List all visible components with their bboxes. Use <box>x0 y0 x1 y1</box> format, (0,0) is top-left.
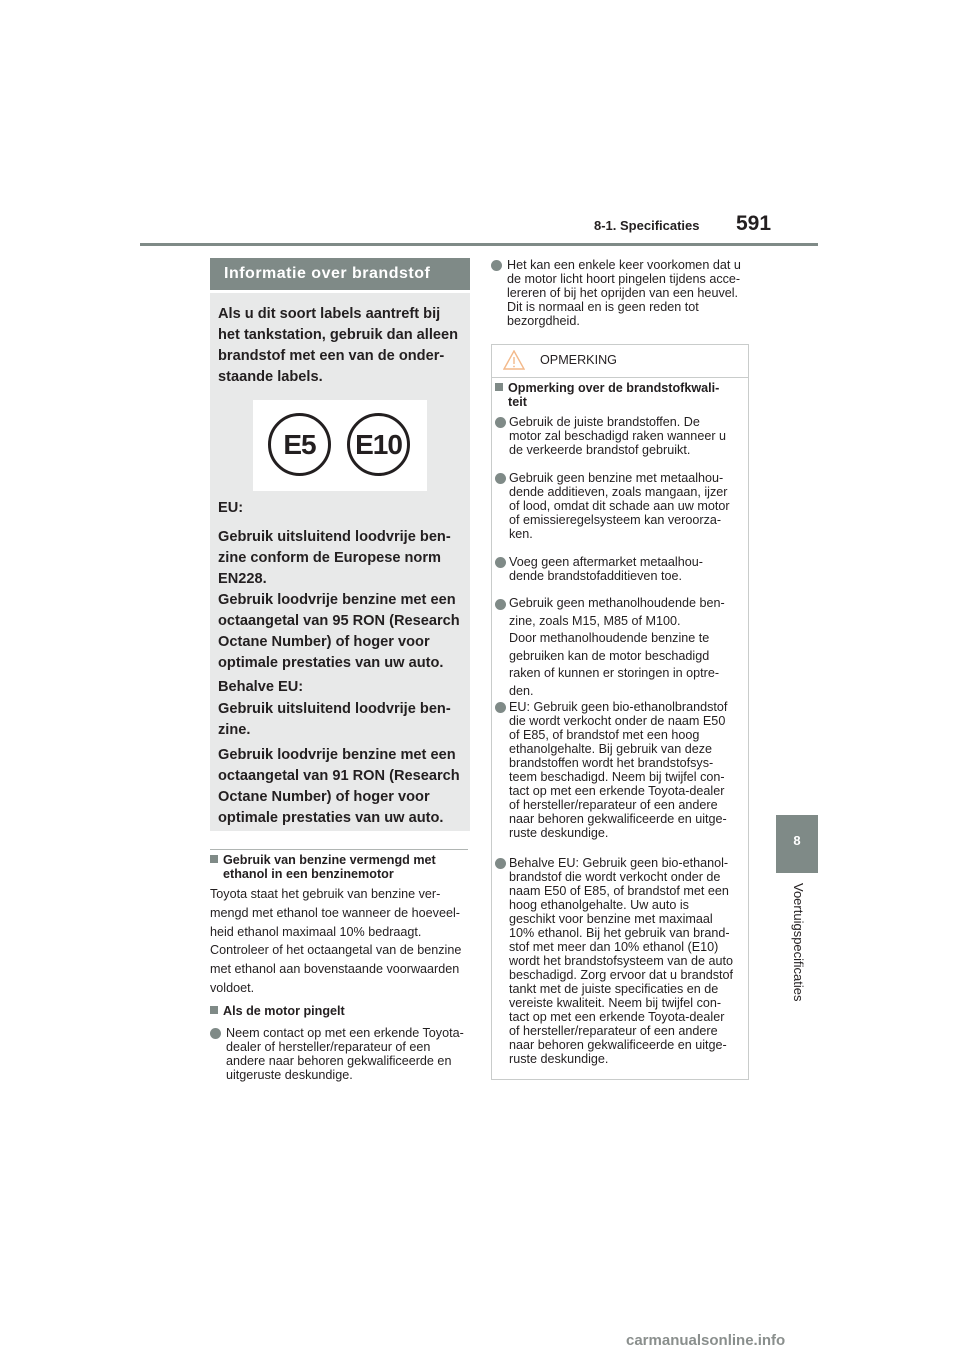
infobox-title: Informatie over brandstof <box>210 258 470 290</box>
notice-item-6: Behalve EU: Gebruik geen bio-ethanol- brandstof die wordt verkocht onder de naam E50 of E85, of brandstof met een hoog ethanolgehalte. Uw auto is geschikt voor benzine met maximaal 10% ethanol. Bij het gebruik van brand- stof met meer dan 10% ethanol (E10) wordt het brandstofsysteem van de auto beschadigd. Zorg ervoor dat u brandstof tankt met de juiste specificaties en de vereiste kwaliteit. Neem bij twijfel con- tact op met een erkende Toyota-dealer of hersteller/reparateur of een andere naar behoren gekwalificeerde en uitge- ruste deskundige. <box>495 856 747 1066</box>
eu-paragraph-1: Gebruik uitsluitend loodvrije ben- zine conform de Europese norm EN228. <box>218 529 451 587</box>
section-divider <box>210 849 468 850</box>
eu-heading: EU: <box>218 500 244 516</box>
bullet-icon <box>491 260 502 271</box>
chapter-label: Voertuigspecificaties <box>791 883 806 1002</box>
bullet-icon <box>495 473 506 484</box>
knock-item: Neem contact op met een erkende Toyota- dealer of hersteller/reparateur of een andere naar behoren gekwalificeerde en uitgeruste deskundige. <box>210 1026 472 1082</box>
bullet-icon <box>495 417 506 428</box>
bullet-icon <box>495 599 506 610</box>
warning-triangle-icon <box>503 350 525 370</box>
non-eu-paragraph-1: Gebruik uitsluitend loodvrije ben- zine. <box>218 701 451 738</box>
fuel-label-e5: E5 <box>268 413 331 476</box>
bullet-icon <box>210 1028 221 1039</box>
fuel-label-e10: E10 <box>347 413 410 476</box>
bullet-icon <box>495 557 506 568</box>
header-rule <box>140 243 818 246</box>
watermark: carmanualsonline.info <box>626 1332 786 1349</box>
bullet-icon <box>495 858 506 869</box>
infobox-intro: Als u dit soort labels aantreft bij het tankstation, gebruik dan alleen brandstof met een van de onder- staande labels. <box>218 306 459 385</box>
knock-heading: Als de motor pingelt <box>210 1004 345 1018</box>
notice-heading: Opmerking over de brandstofkwali- teit <box>495 381 745 409</box>
square-bullet-icon <box>210 1006 218 1014</box>
notice-separator <box>492 377 748 378</box>
square-bullet-icon <box>495 383 503 391</box>
section-title: 8-1. Specificaties <box>594 218 700 233</box>
ethanol-heading: Gebruik van benzine vermengd met ethanol in een benzinemotor <box>210 853 470 881</box>
notice-item-4: Gebruik geen methanolhoudende ben- zine, zoals M15, M85 of M100. Door methanolhoudende benzine te gebruiken kan de motor beschadigd raken of kunnen er storingen in optre- den. <box>495 595 747 701</box>
page-number: 591 <box>736 212 772 235</box>
notice-label: OPMERKING <box>540 353 617 367</box>
notice-item-3: Voeg geen aftermarket metaalhou- dende brandstofadditieven toe. <box>495 555 747 583</box>
square-bullet-icon <box>210 855 218 863</box>
bullet-icon <box>495 702 506 713</box>
chapter-number: 8 <box>793 833 801 848</box>
notice-item-2: Gebruik geen benzine met metaalhou- dende additieven, zoals mangaan, ijzer of lood, omdat dit schade aan uw motor of emissieregelsysteem kan veroorza- ken. <box>495 471 747 541</box>
eu-paragraph-2: Gebruik loodvrije benzine met een octaangetal van 95 RON (Research Octane Number) of hoger voor optimale prestaties van uw auto. <box>218 592 460 671</box>
non-eu-heading: Behalve EU: <box>218 679 304 695</box>
knock-note: Het kan een enkele keer voorkomen dat u de motor licht hoort pingelen tijdens acce- lereren of bij het oprijden van een heuvel. Dit is normaal en is geen reden tot bezorgdheid. <box>491 258 753 328</box>
ethanol-text: Toyota staat het gebruik van benzine ver- mengd met ethanol toe wanneer de hoeveel- heid ethanol maximaal 10% bedraagt. Controleer of het octaangetal van de benzine met ethanol aan bovenstaande voorwaarden voldoet. <box>210 887 462 995</box>
notice-item-1: Gebruik de juiste brandstoffen. De motor zal beschadigd raken wanneer u de verkeerde brandstof gebruikt. <box>495 415 747 457</box>
non-eu-paragraph-2: Gebruik loodvrije benzine met een octaangetal van 91 RON (Research Octane Number) of hoger voor optimale prestaties van uw auto. <box>218 747 460 826</box>
notice-item-5: EU: Gebruik geen bio-ethanolbrandstof die wordt verkocht onder de naam E50 of E85, of brandstof met een hoog ethanolgehalte. Bij gebruik van deze brandstoffen wordt het brandstofsys- teem beschadigd. Neem bij twijfel con- tact op met een erkende Toyota-dealer of hersteller/reparateur of een andere naar behoren gekwalificeerde en uitge- ruste deskundige. <box>495 700 747 840</box>
